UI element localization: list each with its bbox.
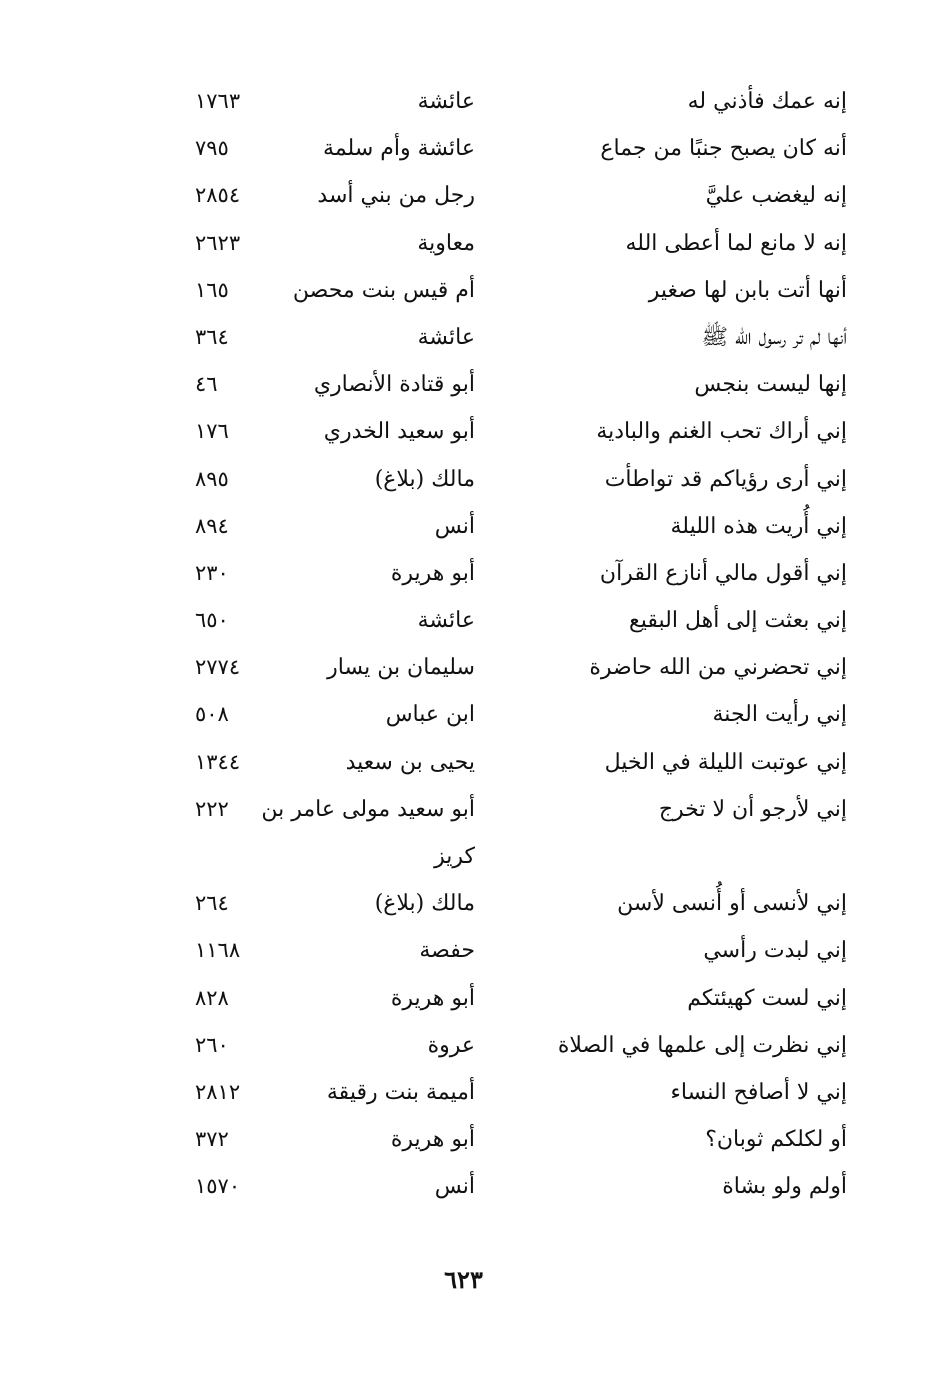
hadith-text: إني لست كهيئتكم: [687, 985, 847, 1011]
hadith-text: إني أرى رؤياكم قد تواطأت: [604, 466, 847, 492]
index-row: [0, 220, 927, 267]
hadith-number: ١٧٦٣: [195, 89, 241, 113]
index-row: [0, 78, 927, 125]
hadith-text: أولم ولو بشاة: [722, 1174, 847, 1200]
narrator-name: مالك (بلاغ): [374, 891, 475, 917]
narrator-name: عائشة: [417, 324, 475, 350]
narrator-name: عائشة: [417, 89, 475, 114]
index-row: [0, 644, 927, 691]
narrator-name: أبو هريرة: [390, 1127, 475, 1153]
index-row: [0, 503, 927, 550]
hadith-number: ٥٠٨: [195, 702, 229, 727]
index-row: [0, 833, 927, 880]
narrator-name: أبو هريرة: [390, 560, 475, 586]
index-row: [0, 456, 927, 503]
hadith-number: ٨٩٤: [195, 513, 229, 538]
hadith-number: ١٥٧٠: [195, 1174, 241, 1199]
narrator-name: أنس: [434, 513, 475, 539]
hadith-number: ٢٦٠: [195, 1032, 229, 1057]
narrator-name: أنس: [434, 1174, 475, 1200]
hadith-number: ١٣٤٤: [195, 749, 241, 774]
narrator-name: معاوية: [417, 230, 475, 256]
index-row: [0, 172, 927, 219]
hadith-text: إني أقول مالي أنازع القرآن: [599, 560, 847, 586]
index-row: [0, 1163, 927, 1210]
hadith-number: ٨٩٥: [195, 466, 229, 491]
hadith-text: إني لأرجو أن لا تخرج: [658, 796, 847, 822]
index-row: [0, 786, 927, 833]
index-row: [0, 314, 927, 361]
hadith-text: إني رأيت الجنة: [712, 702, 847, 728]
hadith-text: إني عوتبت الليلة في الخيل: [604, 749, 847, 775]
index-row: [0, 975, 927, 1022]
index-row: [0, 927, 927, 974]
hadith-number: ٢٦٤: [195, 891, 229, 916]
hadith-text: أنها أتت بابن لها صغير: [648, 277, 847, 303]
index-row: [0, 408, 927, 455]
hadith-text: إني أراك تحب الغنم والبادية: [596, 419, 847, 445]
narrator-name: أم قيس بنت محصن: [292, 277, 475, 303]
hadith-number: ٤٦: [195, 372, 218, 397]
hadith-number: ٧٩٥: [195, 136, 229, 161]
hadith-number: ١١٦٨: [195, 938, 241, 963]
hadith-text: إني بعثت إلى أهل البقيع: [629, 608, 847, 634]
hadith-text: إنها ليست بنجس: [694, 372, 847, 398]
narrator-name: رجل من بني أسد: [317, 183, 475, 209]
narrator-name: أميمة بنت رقيقة: [326, 1079, 475, 1105]
narrator-name: يحيى بن سعيد: [345, 749, 475, 775]
hadith-number: ٢٨٥٤: [195, 183, 241, 208]
hadith-text: إني لأنسى أو أُنسى لأسن: [617, 891, 847, 917]
hadith-text: أنه كان يصبح جنبًا من جماع: [600, 136, 847, 162]
narrator-name: ابن عباس: [385, 702, 475, 728]
narrator-name: أبو سعيد الخدري: [323, 419, 475, 445]
hadith-text: [547, 833, 847, 880]
index-row: [0, 739, 927, 786]
hadith-text: أو لكلكم ثوبان؟: [705, 1127, 847, 1153]
narrator-name: عروة: [427, 1032, 475, 1058]
hadith-text: إني لبدت رأسي: [703, 938, 847, 964]
narrator-name: أبو هريرة: [390, 985, 475, 1011]
hadith-text: إني تحضرني من الله حاضرة: [589, 655, 847, 681]
index-row: [0, 880, 927, 927]
narrator-name: حفصة: [419, 938, 475, 964]
hadith-index-table: [0, 78, 927, 1211]
index-row: [0, 1069, 927, 1116]
narrator-name: عائشة: [417, 608, 475, 634]
hadith-number: ٢٨١٢: [195, 1079, 241, 1104]
index-row: [0, 550, 927, 597]
hadith-text: أنها لم تر رسول الله ﷺ: [701, 324, 847, 350]
index-row: [0, 267, 927, 314]
narrator-name: أبو سعيد مولى عامر بن: [261, 796, 475, 822]
index-row: [0, 1116, 927, 1163]
hadith-number: ٢٧٧٤: [195, 655, 241, 680]
hadith-text: إنه عمك فأذني له: [687, 89, 847, 114]
hadith-text: إني لا أصافح النساء: [670, 1079, 847, 1105]
hadith-number: ٣٦٤: [195, 324, 229, 349]
hadith-number: ٣٧٢: [195, 1127, 229, 1152]
narrator-name: عائشة وأم سلمة: [323, 136, 475, 162]
index-row: [0, 597, 927, 644]
narrator-name: سليمان بن يسار: [327, 655, 475, 681]
narrator-name: أبو قتادة الأنصاري: [313, 372, 475, 398]
page-number: ٦٢٣: [444, 1265, 483, 1294]
hadith-number: [195, 833, 270, 880]
hadith-text: إنه ليغضب عليَّ: [705, 183, 847, 209]
hadith-number: ٢٣٠: [195, 560, 229, 585]
narrator-name: كريز: [434, 844, 475, 869]
hadith-text: إني نظرت إلى علمها في الصلاة: [557, 1032, 847, 1058]
index-row: [0, 361, 927, 408]
hadith-number: ١٦٥: [195, 277, 229, 302]
hadith-number: ٢٢٢: [195, 796, 229, 821]
hadith-number: ٢٦٢٣: [195, 230, 241, 255]
index-row: [0, 1022, 927, 1069]
hadith-text: إنه لا مانع لما أعطى الله: [625, 230, 847, 256]
index-row: [0, 691, 927, 738]
hadith-number: ٨٢٨: [195, 985, 229, 1010]
hadith-number: ٦٥٠: [195, 608, 229, 633]
hadith-number: ١٧٦: [195, 419, 229, 444]
narrator-name: مالك (بلاغ): [374, 466, 475, 492]
index-row: [0, 125, 927, 172]
hadith-text: إني أُريت هذه الليلة: [670, 513, 847, 539]
